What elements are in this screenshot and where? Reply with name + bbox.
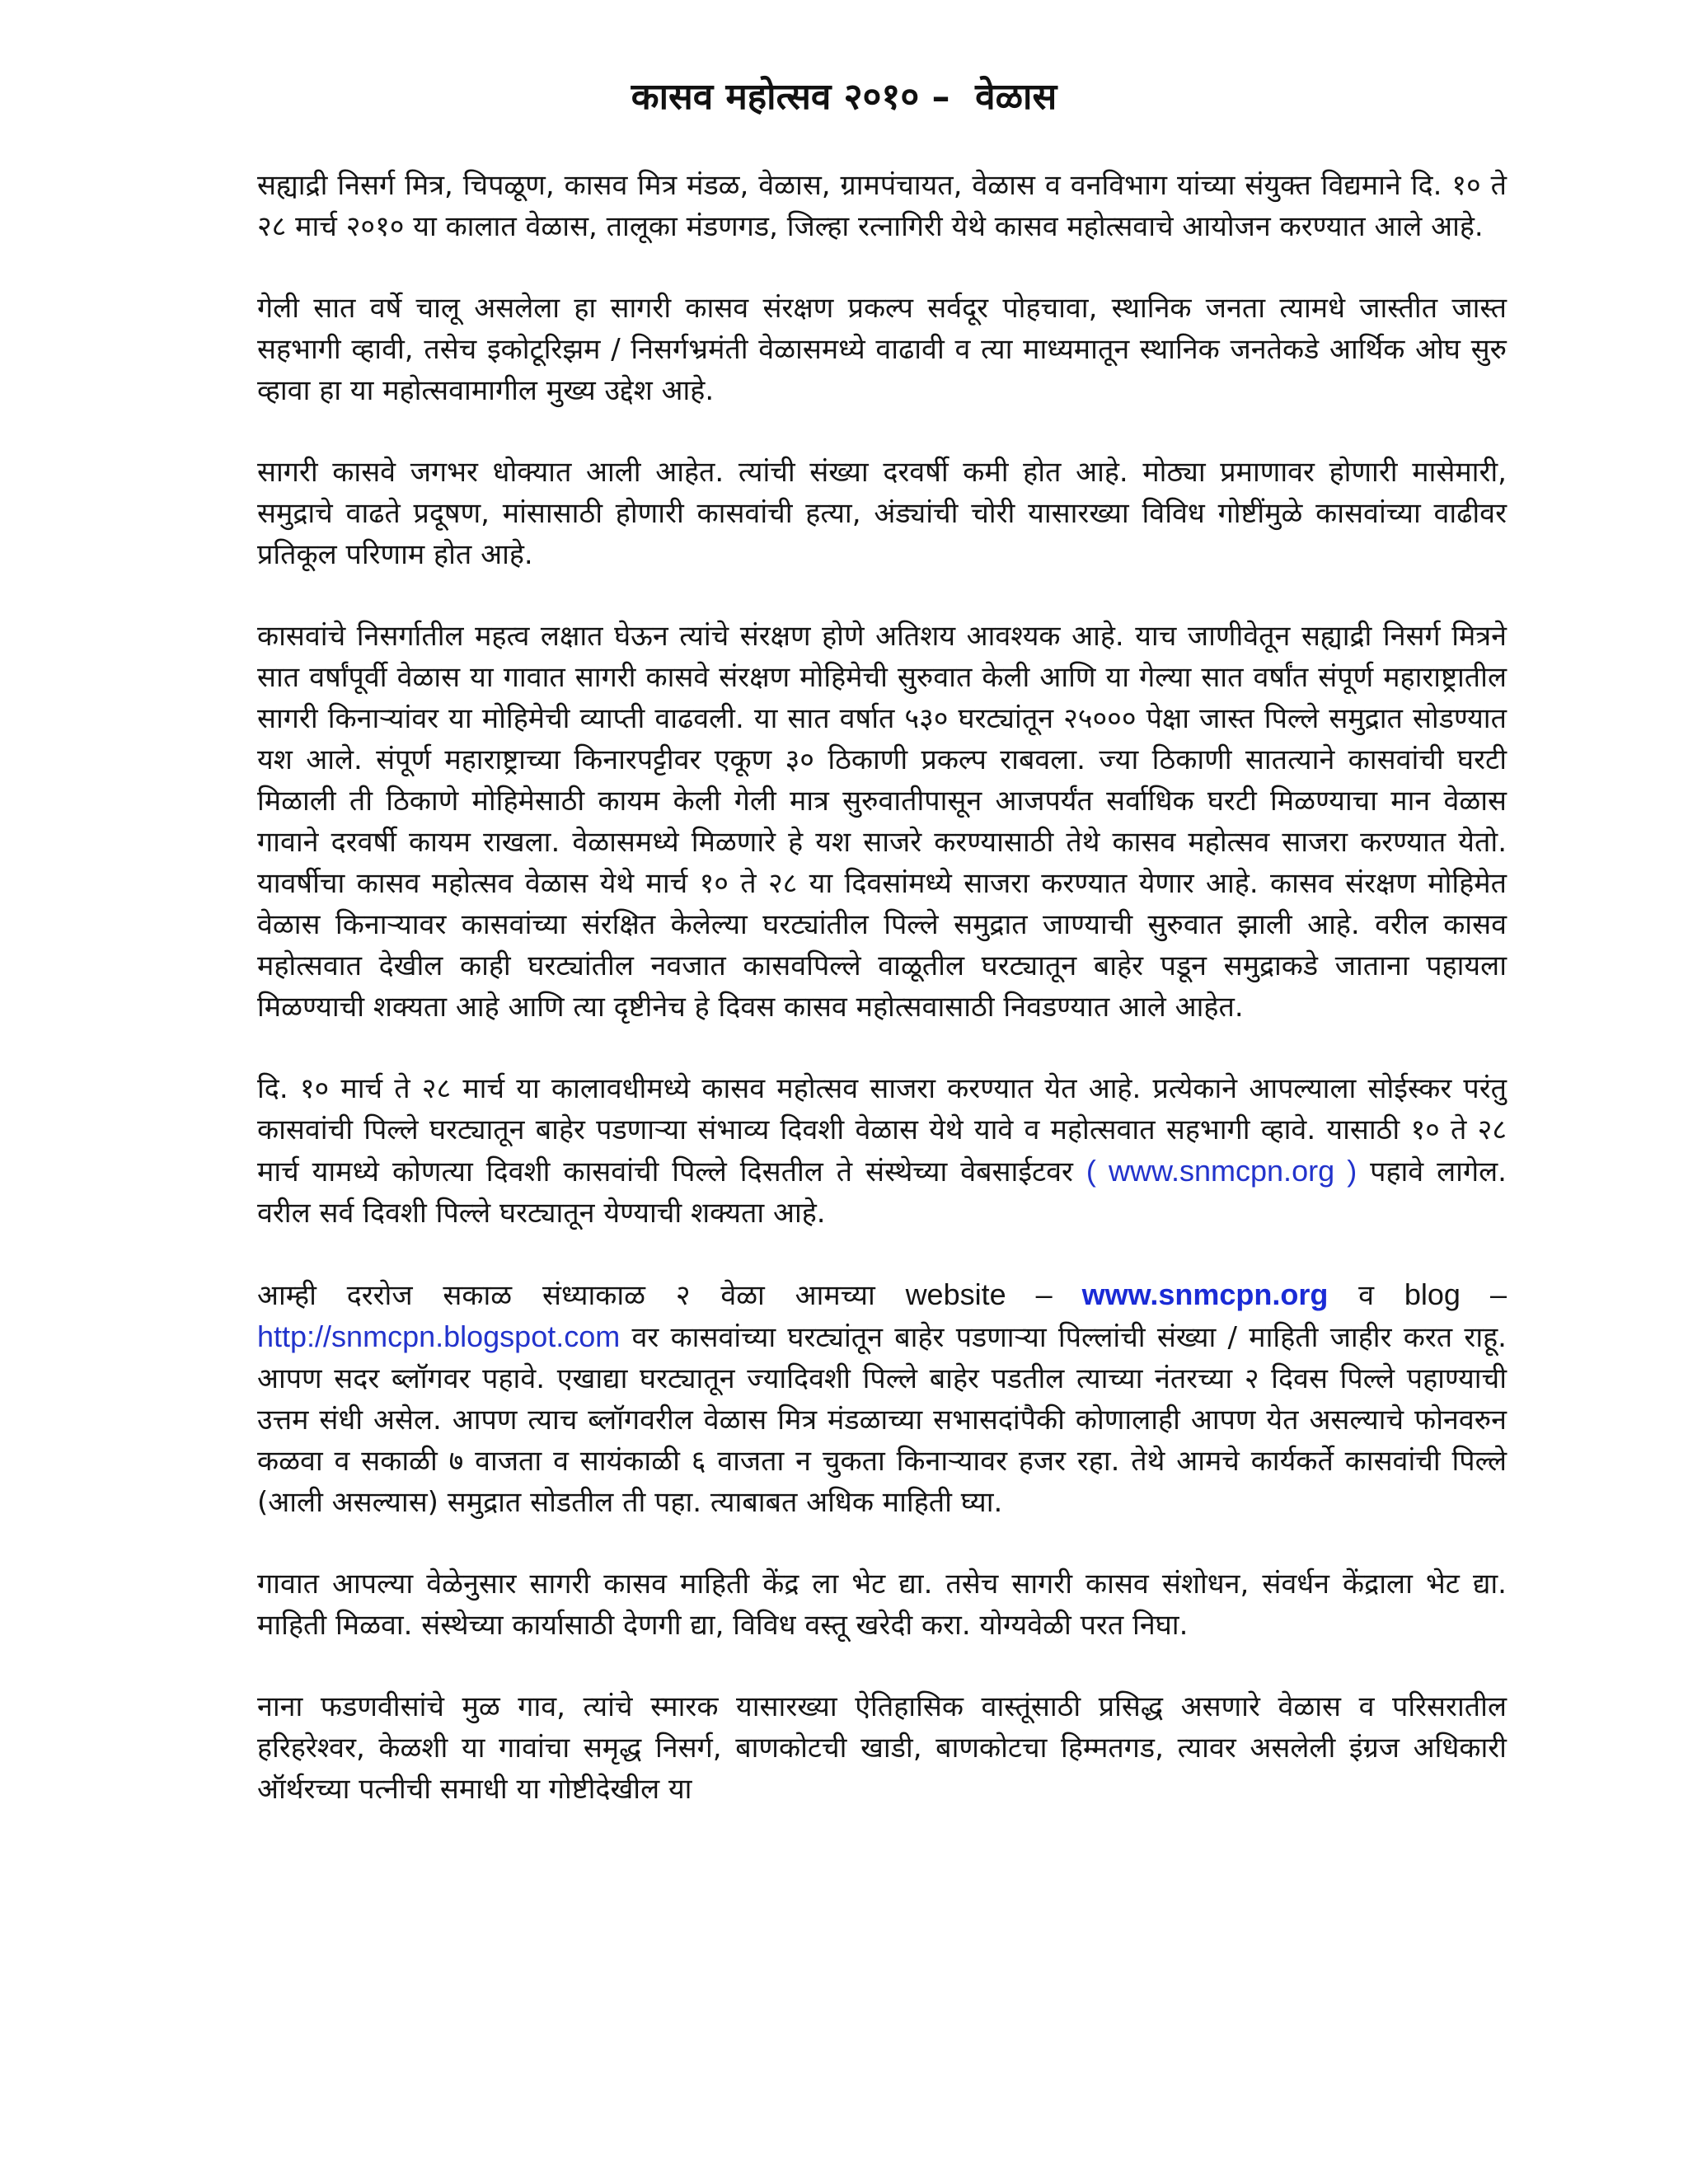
website-label: website – xyxy=(905,1277,1082,1311)
paragraph-text: व xyxy=(1328,1279,1404,1312)
paragraph-text: पहावे लागेल. वरील सर्व दिवशी पिल्ले घरट्यातून येण्याची शक्यता आहे. xyxy=(257,1155,1507,1230)
paragraph-visit-centre: गावात आपल्या वेळेनुसार सागरी कासव माहिती केंद्र ला भेट द्या. तसेच सागरी कासव संशोधन, संवर्धन केंद्राला भेट द्या. माहिती मिळवा. संस्थेच्या कार्यासाठी देणगी द्या, विविध वस्तू खरेदी करा. योग्यवेळी परत निघा. xyxy=(257,1568,1507,1642)
paragraph-text: वर कासवांच्या घरट्यांतून बाहेर पडणाऱ्या पिल्लांची संख्या / माहिती जाहीर करत राहू. आपण सदर ब्लॉगवर पहावे. एखाद्या घरट्यातून ज्यादिवशी पिल्ले बाहेर पडतील त्याच्या नंतरच्या २ दिवस पिल्ले पहाण्याची उत्तम संधी असेल. आपण त्याच ब्लॉगवरील वेळास मित्र मंडळाच्या सभासदांपैकी कोणालाही आपण येत असल्याचे फोनवरुन कळवा व सकाळी ७ वाजता व सायंकाळी ६ वाजता न चुकता किनाऱ्यावर हजर रहा. तेथे आमचे कार्यकर्ते कासवांची पिल्ले (आली असल्यास) समुद्रात सोडतील ती पहा. त्याबाबत अधिक माहिती घ्या. xyxy=(257,1321,1507,1519)
website-link[interactable]: ( www.snmcpn.org ) xyxy=(1085,1154,1357,1188)
paragraph-text: दि. १० मार्च ते २८ मार्च या कालावधीमध्ये कासव महोत्सव साजरा करण्यात येत आहे. प्रत्येकाने आपल्याला सोईस्कर परंतु कासवांची पिल्ले घरट्यातून बाहेर पडणाऱ्या संभाव्य दिवशी वेळास येथे यावे व महोत्सवात सहभागी व्हावे. यासाठी १० ते २८ मार्च यामध्ये कोणत्या दिवशी कासवांची पिल्ले दिसतील ते संस्थेच्या वेबसाईटवर xyxy=(257,1072,1507,1188)
paragraph-festival-dates xyxy=(257,1068,1507,1234)
website-link[interactable]: www.snmcpn.org xyxy=(1081,1277,1329,1311)
paragraph-updates xyxy=(257,1274,1507,1523)
paragraph-conservation-history: कासवांचे निसर्गातील महत्व लक्षात घेऊन त्यांचे संरक्षण होणे अतिशय आवश्यक आहे. याच जाणीवेतून सह्याद्री निसर्ग मित्रने सात वर्षांपूर्वी वेळास या गावात सागरी कासवे संरक्षण मोहिमेची सुरुवात केली आणि या गेल्या सात वर्षांत संपूर्ण महाराष्ट्रातील सागरी किनाऱ्यांवर या मोहिमेची व्याप्ती वाढवली. या सात वर्षात ५३० घरट्यांतून २५००० पेक्षा जास्त पिल्ले समुद्रात सोडण्यात यश आले. संपूर्ण महाराष्ट्राच्या किनारपट्टीवर एकूण ३० ठिकाणी प्रकल्प राबवला. ज्या ठिकाणी सातत्याने कासवांची घरटी मिळाली ती ठिकाणे मोहिमेसाठी कायम केली गेली मात्र सुरुवातीपासून आजपर्यंत सर्वाधिक घरटी मिळण्याचा मान वेळास गावाने दरवर्षी कायम राखला. वेळासमध्ये मिळणारे हे यश साजरे करण्यासाठी तेथे कासव महोत्सव साजरा करण्यात येतो. यावर्षीचा कासव महोत्सव वेळास येथे मार्च १० ते २८ या दिवसांमध्ये साजरा करण्यात येणार आहे. कासव संरक्षण मोहिमेत वेळास किनाऱ्यावर कासवांच्या संरक्षित केलेल्या घरट्यांतील पिल्ले समुद्रात जाण्याची सुरुवात झाली आहे. वरील कासव महोत्सवात देखील काही घरट्यांतील नवजात कासवपिल्ले वाळूतील घरट्यातून बाहेर पडून समुद्राकडे जाताना पहायला मिळण्याची शक्यता आहे आणि त्या दृष्टीनेच हे दिवस कासव महोत्सवासाठी निवडण्यात आले आहेत. xyxy=(257,620,1507,1024)
page-title: कासव महोत्सव २०१० – वेळास xyxy=(631,76,1057,118)
blog-link[interactable]: http://snmcpn.blogspot.com xyxy=(257,1319,621,1353)
paragraph-intro: सह्याद्री निसर्ग मित्र, चिपळूण, कासव मित्र मंडळ, वेळास, ग्रामपंचायत, वेळास व वनविभाग यांच्या संयुक्त विद्यमाने दि. १० ते २८ मार्च २०१० या कालात वेळास, तालूका मंडणगड, जिल्हा रत्नागिरी येथे कासव महोत्सवाचे आयोजन करण्यात आले आहे. xyxy=(257,169,1507,243)
paragraph-attractions: नाना फडणवीसांचे मुळ गाव, त्यांचे स्मारक यासारख्या ऐतिहासिक वास्तूंसाठी प्रसिद्ध असणारे वेळास व परिसरातील हरिहरेश्वर, केळशी या गावांचा समृद्ध निसर्ग, बाणकोटची खाडी, बाणकोटचा हिम्मतगड, त्यावर असलेली इंग्रज अधिकारी ऑर्थरच्या पत्नीची समाधी या गोष्टीदेखील या xyxy=(257,1690,1507,1806)
paragraph-threats: सागरी कासवे जगभर धोक्यात आली आहेत. त्यांची संख्या दरवर्षी कमी होत आहे. मोठ्या प्रमाणावर होणारी मासेमारी, समुद्राचे वाढते प्रदूषण, मांसासाठी होणारी कासवांची हत्या, अंड्यांची चोरी यासारख्या विविध गोष्टींमुळे कासवांच्या वाढीवर प्रतिकूल परिणाम होत आहे. xyxy=(257,456,1507,571)
document-body xyxy=(257,165,1507,1850)
blog-label: blog – xyxy=(1404,1277,1507,1311)
paragraph-text: आम्ही दररोज सकाळ संध्याकाळ २ वेळा आमच्या xyxy=(257,1279,906,1312)
paragraph-objective: गेली सात वर्षे चालू असलेला हा सागरी कासव संरक्षण प्रकल्प सर्वदूर पोहचावा, स्थानिक जनता त्यामधे जास्तीत जास्त सहभागी व्हावी, तसेच इकोटूरिझम / निसर्गभ्रमंती वेळासमध्ये वाढावी व त्या माध्यमातून स्थानिक जनतेकडे आर्थिक ओघ सुरु व्हावा हा या महोत्सवामागील मुख्य उद्देश आहे. xyxy=(257,292,1507,407)
